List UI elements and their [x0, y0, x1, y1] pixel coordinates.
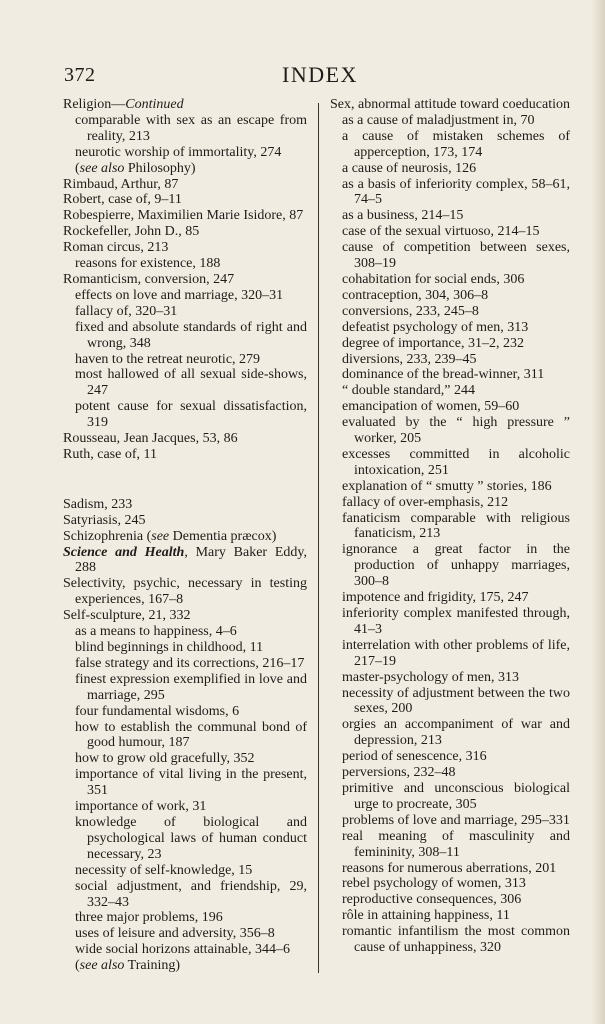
index-entry: Rimbaud, Arthur, 87 — [63, 176, 179, 192]
index-subentry: rebel psychology of women, 313 — [342, 876, 526, 892]
index-subentry: degree of importance, 31–2, 232 — [342, 335, 524, 351]
index-subentry: period of senescence, 316 — [342, 749, 487, 765]
letter-group-gap — [63, 463, 307, 497]
page-number: 372 — [64, 64, 96, 86]
index-subentry: defeatist psychology of men, 313 — [342, 319, 529, 335]
index-subentry: primitive and unconscious biological urge to procreate, 305 — [342, 780, 570, 812]
index-entry-romanticism: Romanticism, conversion, 247 — [63, 271, 235, 287]
see-also-reference: (see also Training) — [75, 958, 181, 974]
index-subentry: cause of competition between sexes, 308–19 — [342, 240, 570, 272]
index-column-left — [63, 97, 307, 974]
index-subentry: problems of love and marriage, 295–331 — [342, 812, 570, 828]
index-subentry: inferiority complex manifested through, 41–3 — [342, 606, 570, 637]
index-entry: Robert, case of, 9–11 — [63, 192, 182, 208]
index-subentry: diversions, 233, 239–45 — [342, 351, 477, 367]
index-subentry: reasons for existence, 188 — [75, 256, 221, 272]
index-entry: Satyriasis, 245 — [63, 512, 146, 528]
index-subentry: conversions, 233, 245–8 — [342, 303, 479, 319]
index-entry: Selectivity, psychic, necessary in testing experiences, 167–8 — [63, 576, 307, 608]
index-subentry: “ double standard,” 244 — [342, 383, 475, 399]
continued-label: Continued — [125, 97, 184, 112]
index-subentry: interrelation with other problems of life, 217–19 — [342, 637, 570, 669]
index-subentry: dominance of the bread-winner, 311 — [342, 367, 545, 383]
index-column-right — [330, 97, 570, 956]
index-entry-sex: Sex, abnormal attitude toward coeducation as a cause of maladjustment in, 70 — [330, 97, 570, 128]
index-entry: Roman circus, 213 — [63, 240, 169, 256]
see-also-reference: (see also Philosophy) — [75, 160, 196, 176]
index-subentry: cohabitation for social ends, 306 — [342, 271, 525, 287]
index-subentry: romantic infantilism the most common cause of unhappiness, 320 — [342, 924, 570, 956]
index-entry-religion: Religion—Continued — [63, 97, 184, 112]
index-subentry: necessity of self-knowledge, 15 — [75, 862, 253, 878]
index-subentry: social adjustment, and friendship, 29, 332–43 — [75, 878, 307, 910]
index-subentry: orgies an accompaniment of war and depression, 213 — [342, 717, 570, 749]
index-subentry: importance of work, 31 — [75, 799, 207, 815]
index-subentry: contraception, 304, 306–8 — [342, 287, 489, 303]
page-edge-shadow — [591, 0, 605, 1024]
index-subentry: fallacy of, 320–31 — [75, 303, 178, 319]
index-subentry: a cause of mistaken schemes of apperception, 173, 174 — [342, 128, 570, 160]
index-subentry: four fundamental wisdoms, 6 — [75, 703, 240, 719]
index-subentry: uses of leisure and adversity, 356–8 — [75, 926, 275, 942]
index-subentry: explanation of “ smutty ” stories, 186 — [342, 478, 552, 494]
index-subentry: case of the sexual virtuoso, 214–15 — [342, 224, 540, 240]
index-subentry: effects on love and marriage, 320–31 — [75, 287, 284, 303]
index-subentry: false strategy and its corrections, 216–17 — [75, 655, 305, 671]
index-subentry: three major problems, 196 — [75, 910, 223, 926]
index-entry-self-sculpture: Self-sculpture, 21, 332 — [63, 608, 191, 624]
index-subentry: finest expression exemplified in love and marriage, 295 — [75, 671, 307, 703]
index-subentry: haven to the retreat neurotic, 279 — [75, 351, 261, 367]
index-subentry: as a means to happiness, 4–6 — [75, 624, 237, 640]
index-entry: Rockefeller, John D., 85 — [63, 224, 200, 240]
index-subentry: emancipation of women, 59–60 — [342, 399, 520, 415]
index-entry-science-and-health: Science and Health, Mary Baker Eddy, 288 — [63, 544, 307, 576]
index-subentry: wide social horizons attainable, 344–6 — [75, 942, 290, 958]
index-subentry: fixed and absolute standards of right and wrong, 348 — [75, 319, 307, 351]
running-head-title: INDEX — [282, 62, 358, 87]
index-subentry: neurotic worship of immortality, 274 — [75, 144, 282, 160]
index-subentry: ignorance a great factor in the production of unhappy marriages, 300–8 — [342, 542, 570, 590]
index-subentry: impotence and frigidity, 175, 247 — [342, 590, 529, 606]
index-subentry: excesses committed in alcoholic intoxication, 251 — [342, 446, 570, 478]
index-subentry: reasons for numerous aberrations, 201 — [342, 860, 557, 876]
index-subentry: most hallowed of all sexual side-shows, 247 — [75, 367, 307, 399]
index-subentry: comparable with sex as an escape from reality, 213 — [75, 112, 307, 144]
index-subentry: necessity of adjustment between the two sexes, 200 — [342, 685, 570, 717]
index-subentry: as a basis of inferiority complex, 58–61, 74–5 — [342, 176, 570, 208]
index-entry-schizophrenia: Schizophrenia (see Dementia præcox) — [63, 528, 277, 544]
index-subentry: master-psychology of men, 313 — [342, 669, 520, 685]
index-subentry: potent cause for sexual dissatisfaction, 319 — [75, 399, 307, 431]
index-entry: Rousseau, Jean Jacques, 53, 86 — [63, 431, 238, 447]
index-subentry: knowledge of biological and psychological laws of human conduct necessary, 23 — [75, 814, 307, 862]
index-subentry: fanaticism comparable with religious fanaticism, 213 — [342, 510, 570, 542]
index-subentry: rôle in attaining happiness, 11 — [342, 908, 510, 924]
index-entry: Robespierre, Maximilien Marie Isidore, 87 — [63, 208, 304, 224]
index-subentry: as a business, 214–15 — [342, 208, 464, 224]
index-entry: Sadism, 233 — [63, 496, 133, 512]
column-divider — [318, 103, 319, 973]
index-subentry: fallacy of over-emphasis, 212 — [342, 494, 509, 510]
page-header — [64, 62, 564, 88]
index-subentry: evaluated by the “ high pressure ” worker, 205 — [342, 415, 570, 447]
index-subentry: a cause of neurosis, 126 — [342, 160, 477, 176]
index-subentry: how to establish the communal bond of good humour, 187 — [75, 719, 307, 751]
index-subentry: blind beginnings in childhood, 11 — [75, 640, 264, 655]
index-subentry: how to grow old gracefully, 352 — [75, 751, 255, 767]
index-subentry: reproductive consequences, 306 — [342, 892, 522, 908]
index-entry: Ruth, case of, 11 — [63, 446, 157, 462]
index-subentry: real meaning of masculinity and femininity, 308–11 — [342, 828, 570, 860]
index-subentry: importance of vital living in the present, 351 — [75, 767, 307, 799]
index-subentry: perversions, 232–48 — [342, 765, 456, 781]
